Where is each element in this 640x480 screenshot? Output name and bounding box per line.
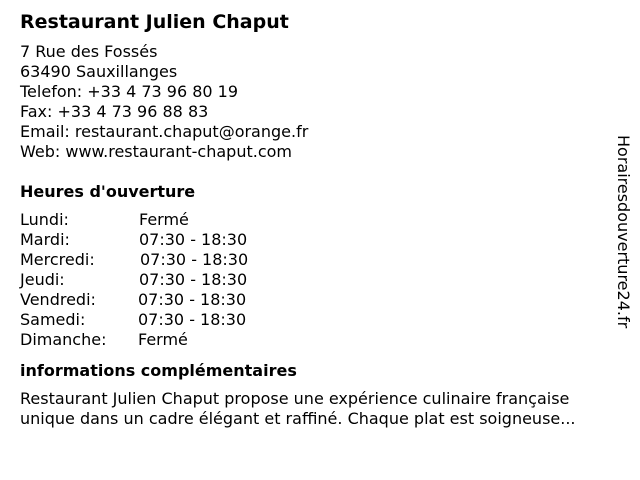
- day-hours: Fermé: [139, 210, 189, 229]
- day-hours: Fermé: [138, 330, 188, 349]
- hours-row-vendredi: [20, 290, 620, 310]
- hours-heading: Heures d'ouverture: [20, 182, 196, 201]
- hours-row-jeudi: [20, 270, 620, 290]
- hours-row-samedi: [20, 310, 620, 330]
- restaurant-name: Restaurant Julien Chaput: [20, 11, 289, 33]
- fax-number: Fax: +33 4 73 96 88 83: [20, 102, 209, 121]
- address-street: 7 Rue des Fossés: [20, 42, 158, 61]
- website-link[interactable]: Web: www.restaurant-chaput.com: [20, 142, 292, 161]
- day-label: Samedi:: [20, 310, 86, 329]
- address-city: 63490 Sauxillanges: [20, 62, 178, 81]
- email-address[interactable]: Email: restaurant.chaput@orange.fr: [20, 122, 309, 141]
- hours-row-lundi: [20, 210, 620, 230]
- hours-table: [20, 210, 620, 350]
- day-hours: 07:30 - 18:30: [140, 250, 249, 269]
- day-hours: 07:30 - 18:30: [138, 290, 247, 309]
- day-hours: 07:30 - 18:30: [139, 270, 248, 289]
- hours-row-mardi: [20, 230, 620, 250]
- day-label: Jeudi:: [20, 270, 65, 289]
- restaurant-info-card: [20, 10, 620, 429]
- day-label: Vendredi:: [20, 290, 96, 309]
- day-label: Dimanche:: [20, 330, 107, 349]
- description-line: unique dans un cadre élégant et raffiné. Chaque plat est soigneuse...: [20, 409, 576, 428]
- site-watermark: Horairesdouverture24.fr: [614, 135, 633, 329]
- phone-number[interactable]: Telefon: +33 4 73 96 80 19: [20, 82, 239, 101]
- hours-row-dimanche: [20, 330, 620, 350]
- day-hours: 07:30 - 18:30: [139, 230, 248, 249]
- day-label: Mardi:: [20, 230, 70, 249]
- description-line: Restaurant Julien Chaput propose une expérience culinaire française: [20, 389, 570, 408]
- day-label: Lundi:: [20, 210, 69, 229]
- day-hours: 07:30 - 18:30: [138, 310, 247, 329]
- info-heading: informations complémentaires: [20, 361, 297, 380]
- day-label: Mercredi:: [20, 250, 95, 269]
- hours-row-mercredi: [20, 250, 620, 270]
